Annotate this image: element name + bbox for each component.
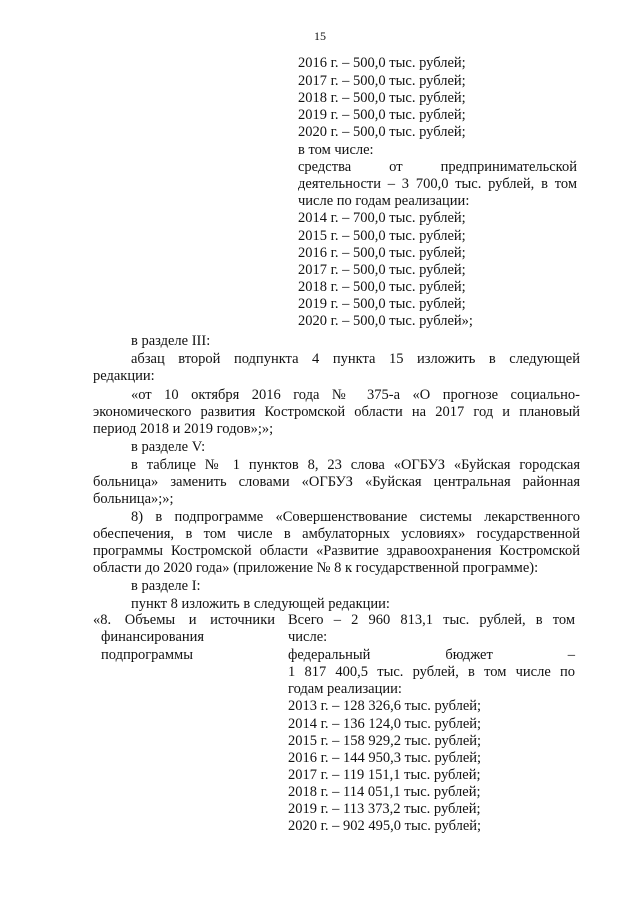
- paragraph-line: программы Костромской области «Развитие здравоохранения Костромской: [93, 543, 580, 559]
- funding-year-line: 2020 г. – 500,0 тыс. рублей;: [298, 124, 466, 140]
- funding-year-line: 2015 г. – 158 929,2 тыс. рублей;: [288, 733, 482, 749]
- funding-year-line: 2018 г. – 114 051,1 тыс. рублей;: [288, 784, 481, 800]
- table-left-cell-line: подпрограммы: [101, 647, 193, 663]
- paragraph-line: пункт 8 изложить в следующей редакции:: [131, 596, 390, 612]
- page-number: 15: [314, 29, 326, 43]
- funding-year-line: 2016 г. – 144 950,3 тыс. рублей;: [288, 750, 482, 766]
- funding-year-line: 2017 г. – 500,0 тыс. рублей;: [298, 73, 466, 89]
- table-right-cell-line: федеральный бюджет –: [288, 647, 575, 663]
- paragraph-line: больница»;»;: [93, 491, 174, 507]
- funding-year-line: 2013 г. – 128 326,6 тыс. рублей;: [288, 698, 482, 714]
- funding-year-line: 2014 г. – 700,0 тыс. рублей;: [298, 210, 466, 226]
- funding-year-line: 2017 г. – 119 151,1 тыс. рублей;: [288, 767, 481, 783]
- paragraph-line: в таблице № 1 пунктов 8, 23 слова «ОГБУЗ «Буйская городская: [131, 457, 580, 473]
- funding-year-line: 2014 г. – 136 124,0 тыс. рублей;: [288, 716, 482, 732]
- funding-year-line: 2017 г. – 500,0 тыс. рублей;: [298, 262, 466, 278]
- funds-text-line: числе по годам реализации:: [298, 193, 470, 209]
- table-right-cell-line: числе:: [288, 629, 328, 645]
- funding-year-line: 2019 г. – 500,0 тыс. рублей;: [298, 107, 466, 123]
- funding-year-line: 2020 г. – 500,0 тыс. рублей»;: [298, 313, 473, 329]
- section-heading: в разделе III:: [131, 333, 211, 349]
- table-right-cell-line: 1 817 400,5 тыс. рублей, в том числе по: [288, 664, 575, 680]
- funding-year-line: 2019 г. – 500,0 тыс. рублей;: [298, 296, 466, 312]
- paragraph-line: области до 2020 года» (приложение № 8 к государственной программе):: [93, 560, 539, 576]
- in-that-number-label: в том числе:: [298, 142, 374, 158]
- funding-year-line: 2018 г. – 500,0 тыс. рублей;: [298, 279, 466, 295]
- funds-text-line: средства от предпринимательской: [298, 159, 577, 175]
- paragraph-line: обеспечения, в том числе в амбулаторных условиях» государственной: [93, 526, 580, 542]
- funds-text-line: деятельности – 3 700,0 тыс. рублей, в том: [298, 176, 577, 192]
- funding-year-line: 2018 г. – 500,0 тыс. рублей;: [298, 90, 466, 106]
- paragraph-line: период 2018 и 2019 годов»;»;: [93, 421, 274, 437]
- paragraph-line: экономического развития Костромской области на 2017 год и плановый: [93, 404, 580, 420]
- funding-year-line: 2016 г. – 500,0 тыс. рублей;: [298, 245, 466, 261]
- funding-year-line: 2019 г. – 113 373,2 тыс. рублей;: [288, 801, 481, 817]
- table-right-cell-line: годам реализации:: [288, 681, 402, 697]
- table-right-cell-line: Всего – 2 960 813,1 тыс. рублей, в том: [288, 612, 575, 628]
- table-left-cell-line: «8. Объемы и источники: [93, 612, 275, 628]
- paragraph-line: «от 10 октября 2016 года № 375-а «О прогнозе социально-: [131, 387, 580, 403]
- funding-year-line: 2020 г. – 902 495,0 тыс. рублей;: [288, 818, 482, 834]
- funding-year-line: 2016 г. – 500,0 тыс. рублей;: [298, 55, 466, 71]
- paragraph-line: 8) в подпрограмме «Совершенствование системы лекарственного: [131, 509, 580, 525]
- paragraph-line: больница» заменить словами «ОГБУЗ «Буйская центральная районная: [93, 474, 580, 490]
- section-heading: в разделе V:: [131, 439, 206, 455]
- paragraph-line: абзац второй подпункта 4 пункта 15 изложить в следующей: [131, 351, 580, 367]
- paragraph-line: редакции:: [93, 368, 155, 384]
- table-left-cell-line: финансирования: [101, 629, 205, 645]
- section-heading: в разделе I:: [131, 578, 201, 594]
- funding-year-line: 2015 г. – 500,0 тыс. рублей;: [298, 228, 466, 244]
